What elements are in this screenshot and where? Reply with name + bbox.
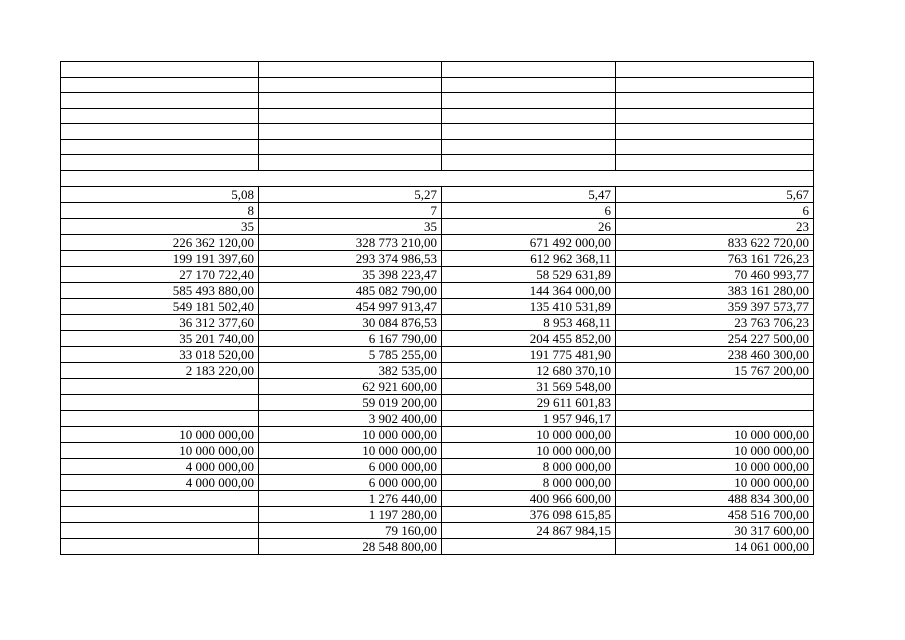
table-cell [61, 538, 259, 554]
table-row [61, 442, 814, 458]
table-cell: 14 061 000,00 [616, 538, 814, 554]
empty-cell [259, 139, 442, 155]
table-cell: 1 276 440,00 [259, 490, 442, 506]
table-cell: 226 362 120,00 [61, 234, 259, 250]
table-cell: 10 000 000,00 [442, 426, 616, 442]
empty-row [61, 93, 814, 109]
table-cell: 8 000 000,00 [442, 458, 616, 474]
empty-cell [259, 62, 442, 78]
empty-cell [616, 124, 814, 140]
table-row [61, 234, 814, 250]
table-cell: 454 997 913,47 [259, 298, 442, 314]
table-cell: 23 763 706,23 [616, 314, 814, 330]
table-cell: 27 170 722,40 [61, 266, 259, 282]
empty-cell [616, 108, 814, 124]
table-cell [442, 538, 616, 554]
table-cell: 26 [442, 218, 616, 234]
table-row [61, 394, 814, 410]
table-cell: 35 [259, 218, 442, 234]
table-cell: 59 019 200,00 [259, 394, 442, 410]
table-cell: 144 364 000,00 [442, 282, 616, 298]
table-row [61, 202, 814, 218]
table-cell: 328 773 210,00 [259, 234, 442, 250]
empty-cell [61, 155, 259, 171]
table-row [61, 314, 814, 330]
table-row [61, 330, 814, 346]
table-cell: 35 201 740,00 [61, 330, 259, 346]
table-row [61, 538, 814, 554]
table-cell: 238 460 300,00 [616, 346, 814, 362]
empty-cell [61, 93, 259, 109]
empty-cell [616, 155, 814, 171]
table-cell [61, 394, 259, 410]
empty-cell [259, 108, 442, 124]
empty-cell [616, 93, 814, 109]
table-cell: 191 775 481,90 [442, 346, 616, 362]
table-cell: 6 167 790,00 [259, 330, 442, 346]
table-cell [616, 378, 814, 394]
table-row [61, 218, 814, 234]
table-cell: 485 082 790,00 [259, 282, 442, 298]
table-cell: 10 000 000,00 [442, 442, 616, 458]
table-row [61, 378, 814, 394]
table-body [61, 62, 814, 555]
table-row [61, 474, 814, 490]
table-cell: 199 191 397,60 [61, 250, 259, 266]
table-cell: 28 548 800,00 [259, 538, 442, 554]
table-cell: 12 680 370,10 [442, 362, 616, 378]
table-cell: 6 000 000,00 [259, 458, 442, 474]
table-row [61, 266, 814, 282]
empty-cell [442, 93, 616, 109]
table-cell: 7 [259, 202, 442, 218]
empty-row [61, 62, 814, 78]
table-cell: 376 098 615,85 [442, 506, 616, 522]
empty-cell [61, 108, 259, 124]
table-cell: 458 516 700,00 [616, 506, 814, 522]
table-cell: 6 [616, 202, 814, 218]
table-cell: 382 535,00 [259, 362, 442, 378]
table-cell: 293 374 986,53 [259, 250, 442, 266]
table-cell: 8 000 000,00 [442, 474, 616, 490]
table-cell: 833 622 720,00 [616, 234, 814, 250]
table-cell: 2 183 220,00 [61, 362, 259, 378]
empty-cell [442, 77, 616, 93]
table-cell: 15 767 200,00 [616, 362, 814, 378]
table-cell: 383 161 280,00 [616, 282, 814, 298]
empty-cell [442, 62, 616, 78]
table-cell: 10 000 000,00 [616, 474, 814, 490]
empty-cell [616, 77, 814, 93]
table-cell [61, 506, 259, 522]
table-cell: 30 084 876,53 [259, 314, 442, 330]
table-cell: 135 410 531,89 [442, 298, 616, 314]
empty-cell [442, 155, 616, 171]
table-cell: 30 317 600,00 [616, 522, 814, 538]
table-cell: 10 000 000,00 [61, 442, 259, 458]
table-row [61, 186, 814, 202]
empty-cell [442, 139, 616, 155]
empty-row [61, 108, 814, 124]
table-cell: 10 000 000,00 [259, 426, 442, 442]
table-row [61, 362, 814, 378]
table-cell [616, 410, 814, 426]
table-cell: 79 160,00 [259, 522, 442, 538]
table-cell: 8 953 468,11 [442, 314, 616, 330]
table-cell: 400 966 600,00 [442, 490, 616, 506]
table-cell: 29 611 601,83 [442, 394, 616, 410]
table-cell: 5 785 255,00 [259, 346, 442, 362]
empty-cell [61, 139, 259, 155]
empty-cell [616, 139, 814, 155]
table-row [61, 458, 814, 474]
empty-cell [61, 124, 259, 140]
table-cell [61, 410, 259, 426]
table-row [61, 346, 814, 362]
table-cell: 5,27 [259, 186, 442, 202]
table-cell: 359 397 573,77 [616, 298, 814, 314]
table-cell: 35 398 223,47 [259, 266, 442, 282]
table-row [61, 298, 814, 314]
table-cell: 10 000 000,00 [61, 426, 259, 442]
empty-cell [259, 77, 442, 93]
table-cell: 5,47 [442, 186, 616, 202]
table-cell: 3 902 400,00 [259, 410, 442, 426]
table-row [61, 506, 814, 522]
table-cell: 1 197 280,00 [259, 506, 442, 522]
table-cell: 23 [616, 218, 814, 234]
table-cell: 4 000 000,00 [61, 458, 259, 474]
table-cell: 549 181 502,40 [61, 298, 259, 314]
table-cell: 33 018 520,00 [61, 346, 259, 362]
table-cell: 10 000 000,00 [616, 458, 814, 474]
table-cell: 24 867 984,15 [442, 522, 616, 538]
table-cell: 254 227 500,00 [616, 330, 814, 346]
table-row [61, 410, 814, 426]
table-cell: 671 492 000,00 [442, 234, 616, 250]
table-cell: 10 000 000,00 [616, 426, 814, 442]
table-cell: 10 000 000,00 [616, 442, 814, 458]
table-cell [61, 522, 259, 538]
empty-cell [442, 108, 616, 124]
table-cell: 70 460 993,77 [616, 266, 814, 282]
empty-row [61, 155, 814, 171]
table-cell: 1 957 946,17 [442, 410, 616, 426]
table-row [61, 426, 814, 442]
merged-empty-cell [61, 170, 814, 186]
empty-cell [616, 62, 814, 78]
table-cell: 6 [442, 202, 616, 218]
data-table [60, 61, 814, 555]
empty-cell [442, 124, 616, 140]
empty-cell [259, 93, 442, 109]
table-cell: 4 000 000,00 [61, 474, 259, 490]
table-cell: 58 529 631,89 [442, 266, 616, 282]
table-row [61, 490, 814, 506]
table-cell: 31 569 548,00 [442, 378, 616, 394]
table-cell: 763 161 726,23 [616, 250, 814, 266]
table-cell: 10 000 000,00 [259, 442, 442, 458]
table-cell: 36 312 377,60 [61, 314, 259, 330]
empty-cell [259, 124, 442, 140]
empty-cell [61, 77, 259, 93]
table-row [61, 250, 814, 266]
table-cell: 35 [61, 218, 259, 234]
table-cell: 6 000 000,00 [259, 474, 442, 490]
empty-cell [61, 62, 259, 78]
table-cell [61, 378, 259, 394]
table-cell: 5,67 [616, 186, 814, 202]
empty-row [61, 77, 814, 93]
empty-row [61, 124, 814, 140]
table-cell: 612 962 368,11 [442, 250, 616, 266]
table-cell: 62 921 600,00 [259, 378, 442, 394]
table-cell [61, 490, 259, 506]
table-cell: 5,08 [61, 186, 259, 202]
empty-row [61, 139, 814, 155]
table-cell: 204 455 852,00 [442, 330, 616, 346]
table-row [61, 282, 814, 298]
table-row [61, 522, 814, 538]
merged-empty-row [61, 170, 814, 186]
table-cell: 585 493 880,00 [61, 282, 259, 298]
empty-cell [259, 155, 442, 171]
table-cell: 8 [61, 202, 259, 218]
table-cell: 488 834 300,00 [616, 490, 814, 506]
table-cell [616, 394, 814, 410]
